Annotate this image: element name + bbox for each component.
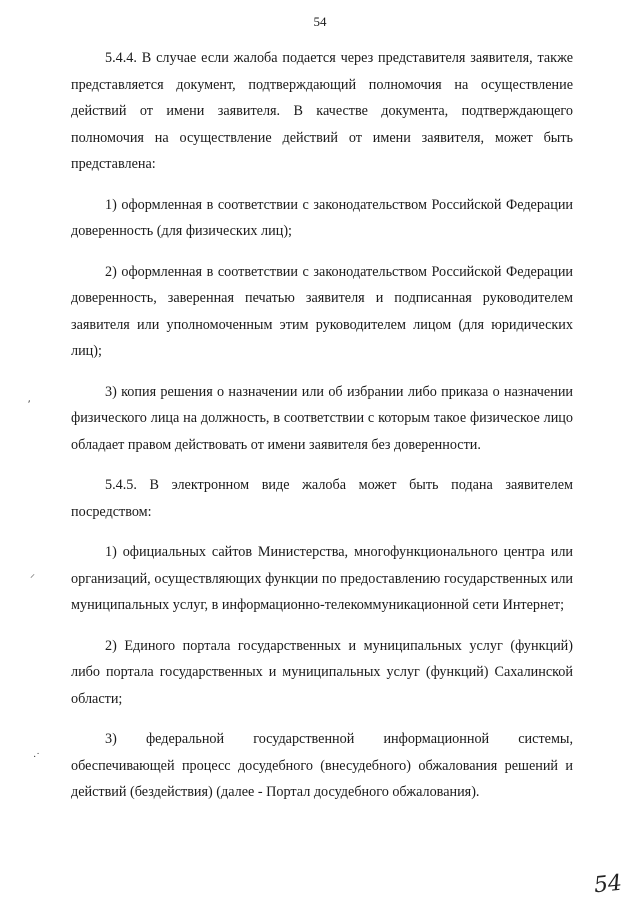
list-item-2-unified-portal: 2) Единого портала государственных и муниципальных услуг (функций) либо портала государственных и муниципальных услуг (функций) Сахалинской области; [71, 637, 573, 707]
list-item-1-official-websites: 1) официальных сайтов Министерства, многофункционального центра или организаций, осуществляющих функции по предоставлению государственных или муниципальных услуг, в информационно-телекоммуникационной сети Интернет; [71, 544, 573, 613]
scan-speck: ⸴ [28, 395, 31, 406]
list-item-3-federal-system: 3) федеральной государственной информационной системы, обеспечивающей процесс досудебного (внесудебного) обжалования решений и действий (бездействия) (далее - Портал досудебного обжалования). [71, 731, 573, 800]
handwritten-page-number: 54 [592, 870, 624, 899]
list-item-1-power-of-attorney-individuals: 1) оформленная в соответствии с законодательством Российской Федерации доверенность (для физических лиц); [71, 196, 573, 239]
list-item-3-appointment-decision-copy: 3) копия решения о назначении или об избрании либо приказа о назначении физического лица на должность, в соответствии с которым такое физическое лицо обладает правом действовать от имени заявителя без доверенности. [71, 383, 573, 453]
document-body [71, 45, 573, 806]
page-number: 54 [313, 14, 327, 29]
scan-speck: ⸝ [30, 569, 35, 580]
paragraph-5-4-4: 5.4.4. В случае если жалоба подается через представителя заявителя, также представляется документ, подтверждающий полномочия на осуществление действий от имени заявителя. В качестве документа, подтверждающего полномочия на осуществление действий от имени заявителя, может быть представлена: [71, 50, 573, 172]
list-item-2-power-of-attorney-legal-entities: 2) оформленная в соответствии с законодательством Российской Федерации доверенность, заверенная печатью заявителя и подписанная руководителем заявителя или уполномоченным этим руководителем лицом (для юридических лиц); [71, 263, 573, 359]
scan-speck: ·˙ [33, 752, 40, 763]
paragraph-5-4-5: 5.4.5. В электронном виде жалоба может быть подана заявителем посредством: [71, 477, 573, 520]
